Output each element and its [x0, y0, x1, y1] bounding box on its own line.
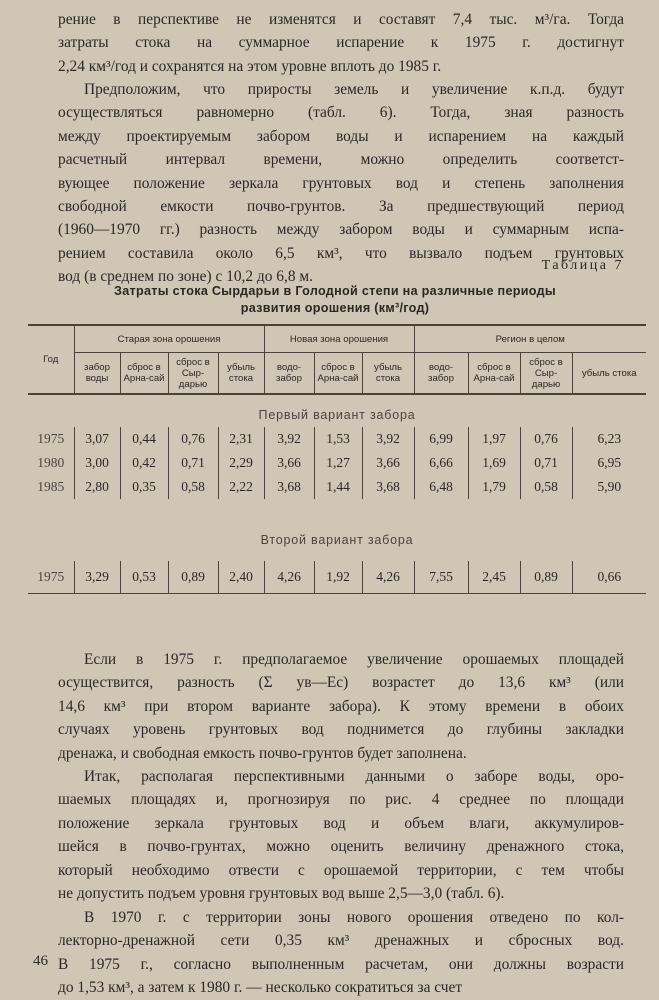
table-cell: 3,66	[362, 451, 414, 475]
text-line: до 1,53 км³, а затем к 1980 г. — несколько сократиться за счет	[58, 979, 463, 997]
paragraph-intro-continuation	[58, 8, 624, 78]
table-cell: 3,00	[74, 451, 120, 475]
subheader: сброс в Арна-сай	[314, 353, 362, 395]
group-header-new-zone: Новая зона орошения	[264, 325, 414, 353]
table-cell: 0,66	[572, 561, 646, 594]
text-line: который необходимо отвести с орошаемой территории, с тем чтобы	[58, 861, 624, 879]
text-line: затраты стока на суммарное испарение к 1975 г. достигнут	[58, 34, 624, 52]
text-line: шейся в почво-грунтах, можно оценить величину дренажного стока,	[58, 838, 624, 856]
table-cell: 1,92	[314, 561, 362, 594]
text-line: шаемых площадях и, прогнозируя по рис. 4 среднее по площади	[58, 791, 624, 809]
text-line: осуществится, разность (Σ yв—Ec) возрастет до 13,6 км³ (или	[58, 674, 624, 692]
table-cell: 3,92	[264, 427, 314, 451]
table-cell: 3,92	[362, 427, 414, 451]
subheader: водо-забор	[264, 353, 314, 395]
text-line: Итак, располагая перспективными данными о заборе воды, оро-	[84, 768, 624, 785]
table-cell: 6,99	[414, 427, 468, 451]
text-line: рением составила около 6,5 км³, что вызвало подъем грунтовых	[58, 244, 624, 262]
text-line: свободной емкости почво-грунтов. За предшествующий период	[58, 198, 624, 216]
subheader: сброс в Сыр-дарью	[168, 353, 218, 395]
paragraph-summary	[58, 765, 624, 905]
row-year: 1980	[37, 455, 65, 470]
text-line: (1960—1970 гг.) разность между забором воды и суммарным испа-	[58, 221, 624, 239]
group-header-old-zone: Старая зона орошения	[74, 325, 264, 353]
subheader: водо-забор	[414, 353, 468, 395]
text-line: дренажа, и свободная емкость почво-грунтов будет заполнена.	[58, 744, 467, 762]
subheader: сброс в Арна-сай	[468, 353, 520, 395]
table-cell: 3,07	[74, 427, 120, 451]
text-line: рение в перспективе не изменятся и составят 7,4 тыс. м³/га. Тогда	[58, 11, 624, 28]
table-cell: 0,76	[168, 427, 218, 451]
paragraph-assumption	[58, 78, 624, 289]
text-line: Предположим, что приросты земель и увеличение к.п.д. будут	[84, 81, 624, 98]
table-cell: 0,76	[520, 427, 572, 451]
table-cell: 2,29	[218, 451, 264, 475]
table-cell: 0,71	[520, 451, 572, 475]
subheader: убыль стока	[362, 353, 414, 395]
year-header: Год	[28, 325, 74, 394]
table-cell: 4,26	[264, 561, 314, 594]
paragraph-1970-drainage	[58, 906, 624, 1000]
row-year: 1975	[37, 431, 65, 446]
table-cell: 3,29	[74, 561, 120, 594]
subheader: сброс в Арна-сай	[120, 353, 168, 395]
text-line: лекторно-дренажной сети 0,35 км³ дренажных и сбросных вод.	[58, 932, 624, 950]
table-cell: 1,53	[314, 427, 362, 451]
table-cell: 2,80	[74, 475, 120, 499]
subheader: убыль стока	[218, 353, 264, 395]
table-cell: 0,89	[520, 561, 572, 594]
text-line: положение зеркала грунтовых вод и объем влаги, аккумулиров-	[58, 814, 624, 832]
paragraph-forecast	[58, 648, 624, 765]
table-row	[28, 561, 646, 594]
table-cell: 2,22	[218, 475, 264, 499]
table-cell: 4,26	[362, 561, 414, 594]
text-line: осуществляться равномерно (табл. 6). Тогда, зная разность	[58, 104, 624, 122]
table-title-line2: развития орошения (км³/год)	[240, 301, 430, 315]
table-cell: 6,48	[414, 475, 468, 499]
table-cell: 2,40	[218, 561, 264, 594]
table-cell: 0,58	[168, 475, 218, 499]
table-cell: 5,90	[572, 475, 646, 499]
table-cell: 6,23	[572, 427, 646, 451]
table-cell: 6,66	[414, 451, 468, 475]
table-cell: 3,68	[264, 475, 314, 499]
text-line: вующее положение зеркала грунтовых вод и степень заполнения	[58, 174, 624, 192]
subheader: сброс в Сыр-дарью	[520, 353, 572, 395]
subheader: убыль стока	[572, 353, 646, 395]
table-cell: 1,44	[314, 475, 362, 499]
table-title	[40, 283, 630, 317]
table-row	[28, 451, 646, 475]
text-line: вод (в среднем по зоне) с 10,2 до 6,8 м.	[58, 268, 313, 286]
table-label: Таблица 7	[541, 258, 624, 273]
variant2-label: Второй вариант забора	[260, 533, 414, 547]
text-line: 14,6 км³ при втором варианте забора). К этому времени в обоих	[58, 697, 624, 715]
table-cell: 0,58	[520, 475, 572, 499]
text-line: не допустить подъем уровня грунтовых вод выше 2,5—3,0 (табл. 6).	[58, 885, 505, 903]
text-line: В 1975 г., согласно выполненным расчетам, они должны возрасти	[58, 955, 624, 973]
table-cell: 0,35	[120, 475, 168, 499]
table-cell: 0,53	[120, 561, 168, 594]
table-cell: 3,66	[264, 451, 314, 475]
table-cell: 0,42	[120, 451, 168, 475]
table-row	[28, 475, 646, 499]
text-line: Если в 1975 г. предполагаемое увеличение орошаемых площадей	[84, 651, 624, 668]
subheader: забор воды	[74, 353, 120, 395]
text-line: 2,24 км³/год и сохранятся на этом уровне вплоть до 1985 г.	[58, 57, 442, 75]
group-header-region: Регион в целом	[414, 325, 646, 353]
text-line: В 1970 г. с территории зоны нового орошения отведено по кол-	[84, 909, 624, 926]
page-number: 46	[33, 953, 48, 969]
runoff-table	[28, 324, 646, 594]
text-line: случаях уровень грунтовых вод поднимется до глубины закладки	[58, 721, 624, 739]
table-cell: 2,45	[468, 561, 520, 594]
table-cell: 0,44	[120, 427, 168, 451]
table-cell: 1,97	[468, 427, 520, 451]
table-cell: 6,95	[572, 451, 646, 475]
table-cell: 0,89	[168, 561, 218, 594]
text-line: между проектируемым забором воды и испарением на каждый	[58, 127, 624, 145]
table-row	[28, 427, 646, 451]
table-cell: 3,68	[362, 475, 414, 499]
table-cell: 7,55	[414, 561, 468, 594]
row-year: 1975	[28, 561, 74, 594]
table-cell: 2,31	[218, 427, 264, 451]
table-title-line1: Затраты стока Сырдарьи в Голодной степи на различные периоды	[114, 284, 556, 298]
variant1-label: Первый вариант забора	[258, 408, 416, 422]
text-line: расчетный интервал времени, можно определить соответст-	[58, 151, 624, 169]
table-cell: 0,71	[168, 451, 218, 475]
table-cell: 1,79	[468, 475, 520, 499]
row-year: 1985	[37, 479, 65, 494]
table-cell: 1,27	[314, 451, 362, 475]
table-cell: 1,69	[468, 451, 520, 475]
